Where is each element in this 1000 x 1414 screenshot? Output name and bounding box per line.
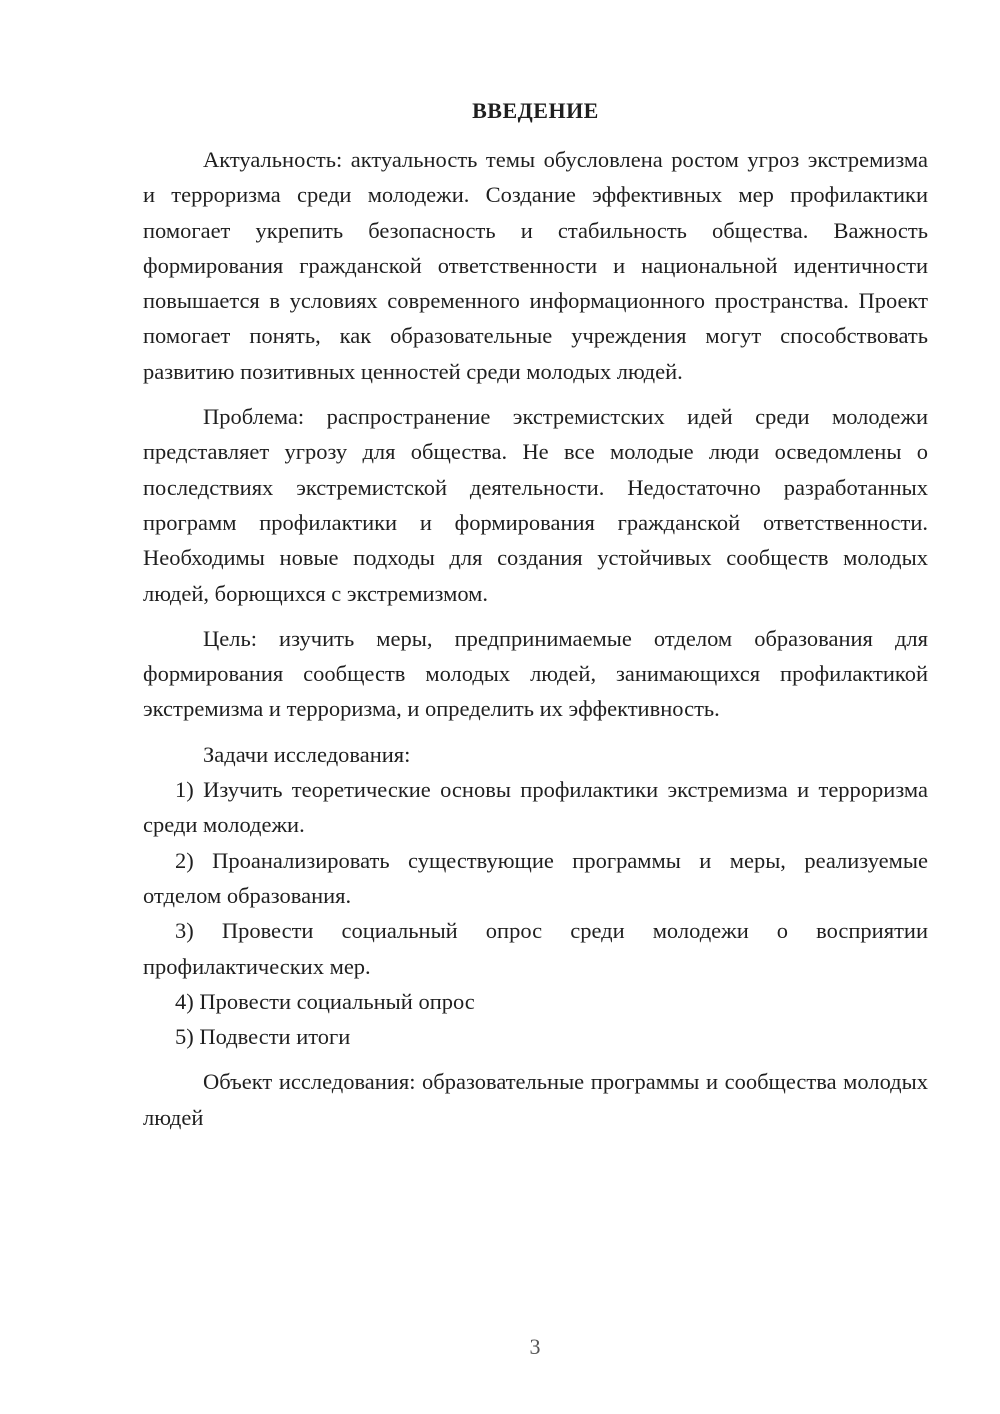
task-item-2: 2) Проанализировать существующие программы и меры, реализуемые отделом образования. xyxy=(143,847,928,908)
task-item-1: 1) Изучить теоретические основы профилактики экстремизма и терроризма среди молодежи. xyxy=(143,777,928,838)
paragraph-relevance: Актуальность: актуальность темы обусловлена ростом угроз экстремизма и терроризма среди молодежи. Создание эффективных мер профилактики помогает укрепить безопасность и стабильность общества. Важность формирования гражданской ответственности и национальной идентичности повышается в условиях современного информационного пространства. Проект помогает понять, как образовательные учреждения могут способствовать развитию позитивных ценностей среди молодых людей. xyxy=(143,147,928,384)
tasks-heading: Задачи исследования: xyxy=(203,741,411,767)
section-title: ВВЕДЕНИЕ xyxy=(472,98,599,123)
task-item-4: 4) Провести социальный опрос xyxy=(175,988,475,1014)
page-number: 3 xyxy=(529,1334,541,1359)
paragraph-object: Объект исследования: образовательные программы и сообщества молодых людей xyxy=(143,1069,928,1130)
paragraph-goal: Цель: изучить меры, предпринимаемые отделом образования для формирования сообществ молодых людей, занимающихся профилактикой экстремизма и терроризма, и определить их эффективность. xyxy=(143,625,928,722)
document-body xyxy=(143,142,928,1135)
task-item-3: 3) Провести социальный опрос среди молодежи о восприятии профилактических мер. xyxy=(143,918,928,979)
task-item-5: 5) Подвести итоги xyxy=(175,1024,351,1050)
paragraph-problem: Проблема: распространение экстремистских идей среди молодежи представляет угрозу для общества. Не все молодые люди осведомлены о последствиях экстремистской деятельности. Недостаточно разработанных программ профилактики и формирования гражданской ответственности. Необходимы новые подходы для создания устойчивых сообществ молодых людей, борющихся с экстремизмом. xyxy=(143,404,928,606)
